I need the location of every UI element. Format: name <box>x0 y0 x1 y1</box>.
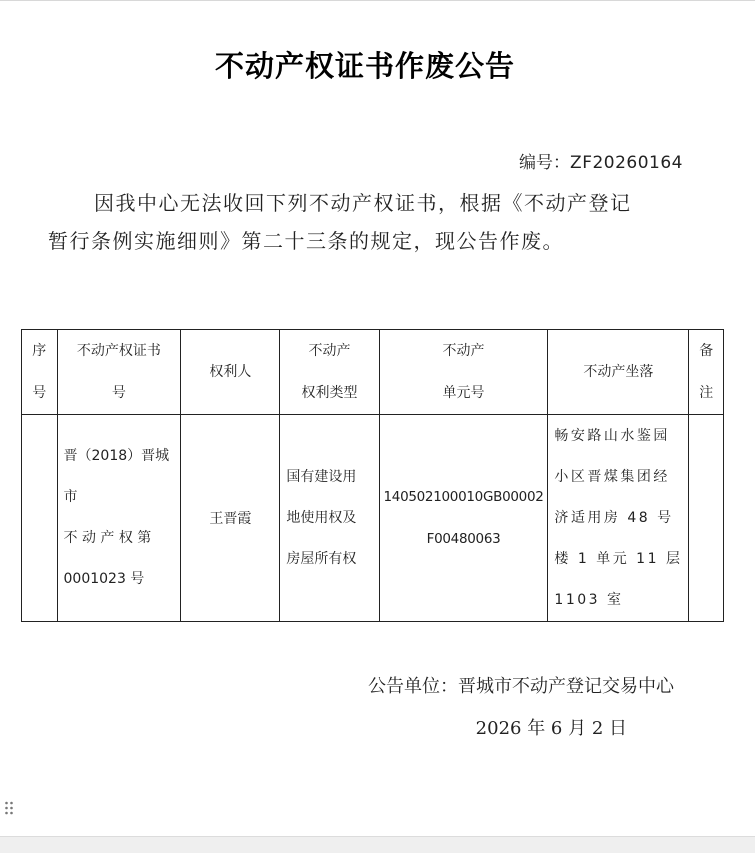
page-top-border <box>0 0 755 1</box>
drag-handle-dots <box>4 800 14 816</box>
header-owner: 权利人 <box>181 330 280 415</box>
table-row <box>22 415 724 622</box>
certificate-table <box>21 329 724 622</box>
serial-value: ZF20260164 <box>570 153 683 173</box>
header-certificate-number: 不动产权证书 号 <box>57 330 181 415</box>
table-header-row <box>22 330 724 415</box>
serial-number <box>519 148 683 173</box>
header-no: 序 号 <box>22 330 58 415</box>
bottom-scroll-bar[interactable] <box>0 836 755 853</box>
cell-note <box>689 415 724 622</box>
cell-no <box>22 415 58 622</box>
intro-line-2: 暂行条例实施细则》第二十三条的规定，现公告作废。 <box>48 229 564 253</box>
cell-owner: 王晋霞 <box>181 415 280 622</box>
issue-date: 2026 年 6 月 2 日 <box>475 718 627 739</box>
cell-certificate-number: 晋（2018）晋城市 不 动 产 权 第 0001023 号 <box>57 415 181 622</box>
cell-right-type: 国有建设用 地使用权及 房屋所有权 <box>280 415 379 622</box>
header-right-type: 不动产 权利类型 <box>280 330 379 415</box>
intro-line-1: 因我中心无法收回下列不动产权证书，根据《不动产登记 <box>94 191 632 215</box>
drag-handle-icon[interactable] <box>4 800 14 816</box>
header-note: 备 注 <box>689 330 724 415</box>
serial-label: 编号： <box>519 153 571 173</box>
header-location: 不动产坐落 <box>548 330 689 415</box>
issuer-line: 公告单位：晋城市不动产登记交易中心 <box>368 676 674 697</box>
cell-unit-number: 140502100010GB00002 F00480063 <box>379 415 548 622</box>
intro-paragraph <box>48 184 688 260</box>
cell-location: 畅安路山水鉴园 小区晋煤集团经 济适用房 48 号 楼 1 单元 11 层 1103 室 <box>548 415 689 622</box>
page-title: 不动产权证书作废公告 <box>214 49 515 83</box>
header-unit-number: 不动产 单元号 <box>379 330 548 415</box>
